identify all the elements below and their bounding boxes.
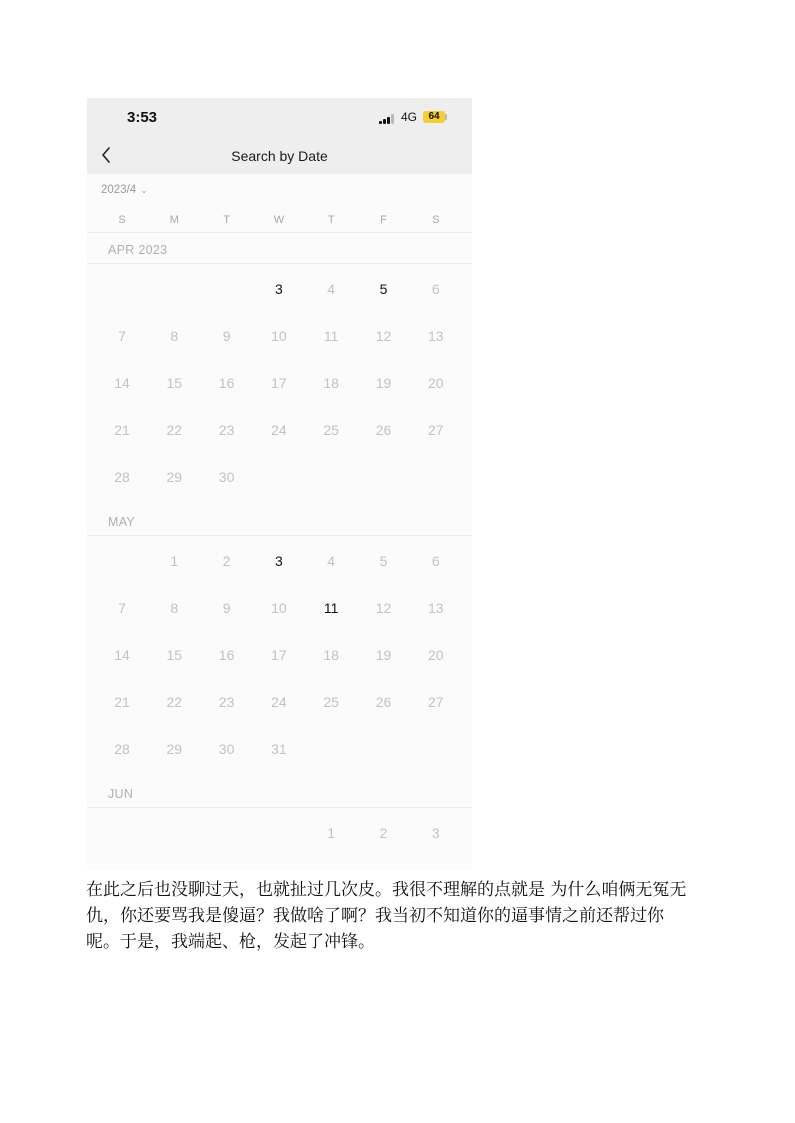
calendar-day[interactable]: 27	[428, 694, 444, 710]
calendar-day[interactable]: 2	[379, 825, 388, 841]
weekday-header	[87, 214, 472, 232]
weekday-label: W	[273, 214, 285, 226]
calendar-day[interactable]: 9	[222, 328, 231, 344]
calendar-day[interactable]: 20	[428, 375, 444, 391]
calendar-day[interactable]: 11	[323, 600, 339, 616]
calendar-day[interactable]: 19	[375, 375, 392, 391]
calendar-day[interactable]: 6	[431, 281, 440, 297]
calendar-day[interactable]: 18	[323, 375, 339, 391]
clock: 3:53	[127, 109, 158, 126]
calendar-day[interactable]: 29	[166, 741, 183, 757]
signal-strength-icon	[379, 114, 395, 124]
calendar-day[interactable]: 8	[170, 600, 179, 616]
calendar-day[interactable]: 6	[431, 553, 440, 569]
calendar-day[interactable]: 18	[323, 647, 339, 663]
phone-screenshot	[87, 98, 472, 870]
divider	[87, 807, 472, 808]
calendar-day[interactable]: 3	[274, 553, 283, 569]
status-bar	[87, 98, 472, 138]
calendar-day[interactable]: 28	[114, 469, 130, 485]
calendar-day[interactable]: 5	[379, 281, 388, 297]
month-picker-value: 2023/4	[101, 184, 137, 196]
calendar-day[interactable]: 23	[218, 422, 235, 438]
calendar-day[interactable]: 7	[118, 600, 126, 616]
calendar-day[interactable]: 11	[323, 328, 339, 344]
calendar-day[interactable]: 27	[428, 422, 444, 438]
calendar-day[interactable]: 22	[166, 694, 183, 710]
calendar-day[interactable]: 10	[271, 600, 287, 616]
calendar-day[interactable]: 12	[375, 328, 392, 344]
calendar-day[interactable]: 4	[327, 553, 336, 569]
calendar-day[interactable]: 30	[218, 741, 235, 757]
network-type: 4G	[401, 110, 418, 124]
calendar-day[interactable]: 4	[327, 281, 336, 297]
calendar-day[interactable]: 24	[271, 694, 287, 710]
calendar-day[interactable]: 28	[114, 741, 130, 757]
month-label: JUN	[108, 787, 134, 801]
calendar-day[interactable]: 5	[379, 553, 388, 569]
weekday-label: F	[380, 214, 387, 226]
calendar-day[interactable]: 16	[218, 375, 235, 391]
calendar-day[interactable]: 1	[327, 825, 336, 841]
divider	[87, 535, 472, 536]
calendar-day[interactable]: 26	[375, 422, 392, 438]
weekday-label: S	[118, 214, 126, 226]
calendar-day[interactable]: 24	[271, 422, 287, 438]
calendar-day[interactable]: 31	[271, 741, 287, 757]
calendar-day[interactable]: 26	[375, 694, 392, 710]
calendar-day[interactable]: 15	[166, 647, 183, 663]
page-title: Search by Date	[231, 148, 328, 164]
battery-level: 64	[423, 111, 445, 123]
month-label: APR 2023	[108, 243, 168, 257]
calendar-day[interactable]: 10	[271, 328, 287, 344]
calendar-day[interactable]: 3	[431, 825, 440, 841]
calendar-day[interactable]: 13	[428, 600, 444, 616]
weekday-label: S	[432, 214, 440, 226]
calendar-day[interactable]: 8	[170, 328, 179, 344]
calendar-day[interactable]: 17	[271, 375, 287, 391]
divider	[87, 232, 472, 233]
calendar-day[interactable]: 14	[114, 647, 130, 663]
calendar-day[interactable]: 16	[218, 647, 235, 663]
battery-icon	[445, 114, 447, 120]
weekday-label: T	[327, 214, 335, 226]
calendar-day[interactable]: 30	[218, 469, 235, 485]
calendar-day[interactable]: 22	[166, 422, 183, 438]
calendar-day[interactable]: 12	[375, 600, 392, 616]
chevron-down-icon: ⌄	[140, 185, 148, 195]
calendar-day[interactable]: 21	[114, 694, 130, 710]
calendar-day[interactable]: 25	[323, 694, 339, 710]
calendar-day[interactable]: 7	[118, 328, 126, 344]
calendar-day[interactable]: 20	[428, 647, 444, 663]
calendar-day[interactable]: 25	[323, 422, 339, 438]
caption-text: 在此之后也没聊过天，也就扯过几次皮。我很不理解的点就是 为什么咱俩无冤无仇，你还要骂我是傻逼？我做啥了啊？我当初不知道你的逼事情之前还帮过你呢。于是，我端起、枪，发起了冲锋。	[86, 880, 687, 952]
calendar-day[interactable]: 3	[274, 281, 283, 297]
calendar-day[interactable]: 19	[375, 647, 392, 663]
calendar-day[interactable]: 21	[114, 422, 130, 438]
calendar-day[interactable]: 17	[271, 647, 287, 663]
calendar-day[interactable]: 2	[222, 553, 231, 569]
calendar-day[interactable]: 14	[114, 375, 130, 391]
calendar-day[interactable]: 15	[166, 375, 183, 391]
weekday-label: M	[169, 214, 179, 226]
divider	[87, 263, 472, 264]
month-picker[interactable]	[101, 184, 148, 196]
nav-bar	[87, 138, 472, 174]
calendar-day[interactable]: 13	[428, 328, 444, 344]
calendar-day[interactable]: 9	[222, 600, 231, 616]
calendar-day[interactable]: 29	[166, 469, 183, 485]
month-label: MAY	[108, 515, 136, 529]
weekday-label: T	[223, 214, 230, 226]
calendar-day[interactable]: 23	[218, 694, 235, 710]
calendar-day[interactable]: 1	[170, 553, 179, 569]
